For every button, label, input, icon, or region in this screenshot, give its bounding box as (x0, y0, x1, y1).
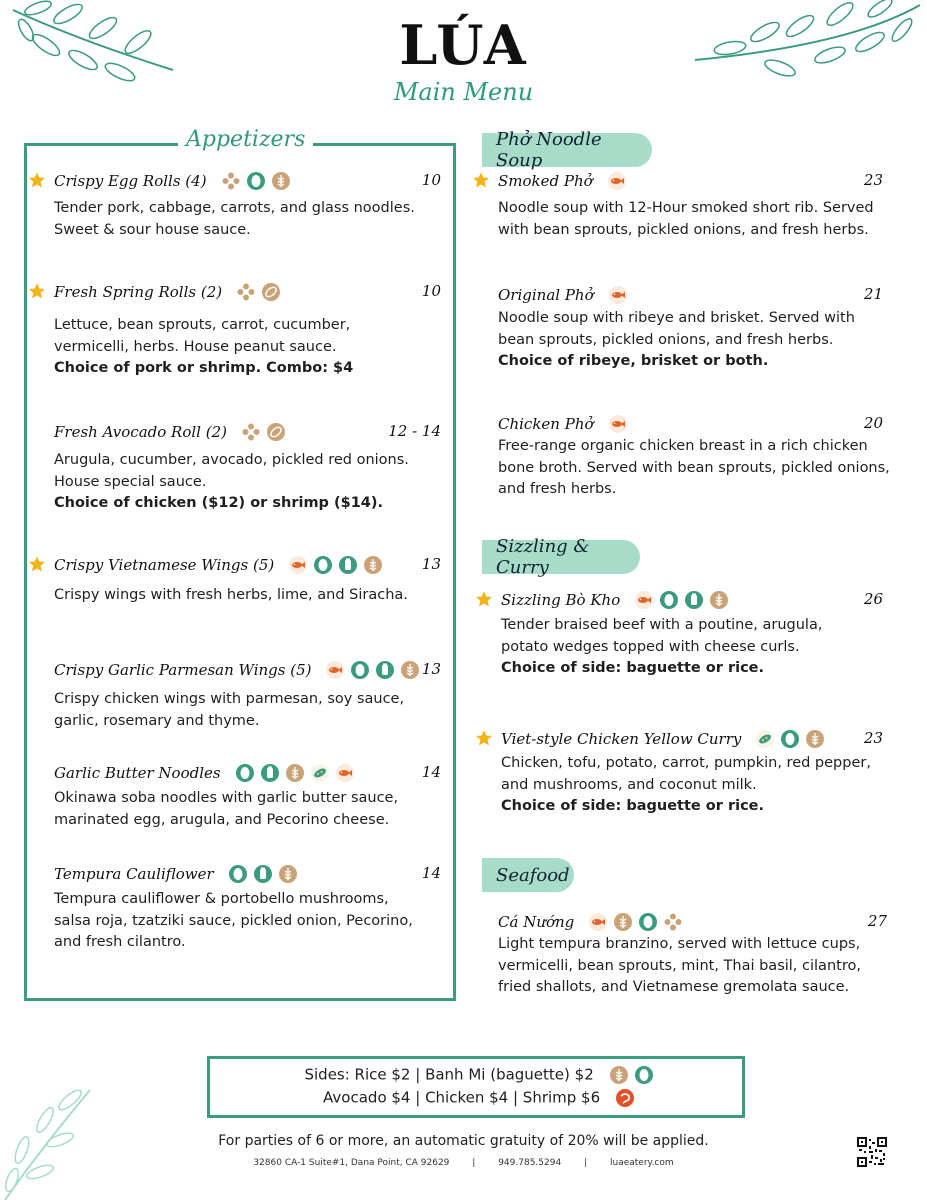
soy-icon (755, 729, 775, 749)
item-name: Sizzling Bò Kho (501, 591, 621, 609)
dairy-icon (260, 763, 280, 783)
item-description-text: Noodle soup with 12-Hour smoked short rib. Served with bean sprouts, pickled onions, and fresh herbs. (498, 200, 874, 238)
item-description (54, 585, 424, 607)
dietary-icons (221, 171, 291, 191)
item-header (498, 414, 628, 434)
separator: | (472, 1158, 476, 1168)
egg-icon (638, 912, 658, 932)
item-description (54, 315, 424, 380)
star-icon (28, 171, 46, 189)
item-price: 14 (421, 864, 441, 882)
gluten-icon (613, 912, 633, 932)
item-price: 14 (421, 763, 441, 781)
item-header (54, 763, 355, 783)
item-name: Viet-style Chicken Yellow Curry (501, 730, 742, 748)
item-choice-note: Choice of pork or shrimp. Combo: $4 (54, 360, 354, 376)
fish-icon (288, 555, 308, 575)
item-description-text: Tender braised beef with a poutine, arugula, potato wedges topped with cheese curls. (501, 617, 823, 655)
item-description-text: Free-range organic chicken breast in a rich chicken bone broth. Served with bean sprouts, pickled onions, and fresh herbs. (498, 438, 890, 497)
item-price: 26 (863, 590, 883, 608)
gluten-icon (278, 864, 298, 884)
item-description (498, 436, 890, 501)
dietary-icons (755, 729, 825, 749)
soy-icon (310, 763, 330, 783)
item-header (54, 282, 281, 302)
fish-icon (325, 660, 345, 680)
item-description (498, 308, 890, 373)
item-header (498, 912, 683, 932)
item-header (54, 864, 298, 884)
fish-icon (607, 171, 627, 191)
item-name: Crispy Vietnamese Wings (5) (54, 556, 275, 574)
item-price: 21 (863, 285, 883, 303)
fish-icon (608, 285, 628, 305)
website-link[interactable]: luaeatery.com (609, 1158, 674, 1168)
star-icon (475, 729, 493, 747)
item-description-text: Light tempura branzino, served with lettuce cups, vermicelli, bean sprouts, mint, Thai basil, cilantro, fried shallots, and Vietnamese gremolata sauce. (498, 936, 861, 995)
item-description-text: Noodle soup with ribeye and brisket. Served with bean sprouts, pickled onions, and fresh herbs. (498, 310, 855, 348)
phone-text[interactable]: 949.785.5294 (498, 1158, 562, 1168)
dietary-icons (607, 171, 627, 191)
item-description-text: Arugula, cucumber, avocado, pickled red onions. House special sauce. (54, 452, 409, 490)
item-choice-note: Choice of chicken ($12) or shrimp ($14). (54, 495, 384, 511)
egg-icon (313, 555, 333, 575)
egg-icon (228, 864, 248, 884)
item-name: Cá Nướng (498, 913, 575, 931)
sides-text-2: Avocado $4 | Chicken $4 | Shrimp $6 (323, 1088, 601, 1107)
gluten-icon (285, 763, 305, 783)
item-header (501, 590, 729, 610)
item-description (54, 889, 424, 954)
brand-header (0, 14, 927, 106)
item-price: 27 (867, 912, 887, 930)
item-header (54, 422, 286, 442)
section-title-pho: Phở Noodle Soup (482, 133, 652, 167)
sides-icons-1 (609, 1065, 654, 1085)
dietary-icons (608, 285, 628, 305)
sides-icons-2 (615, 1088, 635, 1108)
dietary-icons (228, 864, 298, 884)
qr-code-icon[interactable] (857, 1137, 887, 1167)
peanut-icon (266, 422, 286, 442)
dietary-icons (235, 763, 355, 783)
nut-icon (236, 282, 256, 302)
dietary-icons (588, 912, 683, 932)
peanut-icon (261, 282, 281, 302)
egg-icon (634, 1065, 654, 1085)
egg-icon (780, 729, 800, 749)
item-name: Fresh Avocado Roll (2) (54, 423, 227, 441)
item-price: 10 (421, 282, 441, 300)
star-icon (28, 555, 46, 573)
fish-icon (588, 912, 608, 932)
item-name: Crispy Garlic Parmesan Wings (5) (54, 661, 312, 679)
dairy-icon (338, 555, 358, 575)
dietary-icons (236, 282, 281, 302)
item-header (501, 729, 825, 749)
star-icon (472, 171, 490, 189)
dairy-icon (375, 660, 395, 680)
item-name: Fresh Spring Rolls (2) (54, 283, 223, 301)
fish-icon (634, 590, 654, 610)
star-icon (475, 590, 493, 608)
section-title-appetizers: Appetizers (178, 127, 313, 152)
item-description (54, 450, 424, 515)
sides-line-1 (210, 1065, 748, 1085)
dietary-icons (325, 660, 420, 680)
dietary-icons (608, 414, 628, 434)
item-name: Chicken Phở (498, 415, 594, 433)
item-price: 13 (421, 555, 441, 573)
item-header (498, 171, 627, 191)
fish-icon (335, 763, 355, 783)
item-choice-note: Choice of side: baguette or rice. (501, 798, 765, 814)
item-description (498, 934, 888, 999)
gluten-icon (609, 1065, 629, 1085)
item-name: Garlic Butter Noodles (54, 764, 221, 782)
dietary-icons (288, 555, 383, 575)
egg-icon (246, 171, 266, 191)
section-title-seafood: Seafood (482, 858, 574, 892)
item-description-text: Okinawa soba noodles with garlic butter sauce, marinated egg, arugula, and Pecorino cheese. (54, 790, 399, 828)
dietary-icons (241, 422, 286, 442)
item-header (498, 285, 628, 305)
separator: | (584, 1158, 588, 1168)
gluten-icon (363, 555, 383, 575)
item-price: 13 (421, 660, 441, 678)
item-price: 12 - 14 (388, 422, 441, 440)
item-description-text: Tempura cauliflower & portobello mushrooms, salsa roja, tzatziki sauce, pickled onion, Pecorino, and fresh cilantro. (54, 891, 413, 950)
sides-panel (207, 1056, 745, 1118)
item-price: 23 (863, 729, 883, 747)
item-description (54, 689, 424, 732)
item-price: 23 (863, 171, 883, 189)
item-choice-note: Choice of side: baguette or rice. (501, 660, 765, 676)
section-title-sizzling-curry: Sizzling & Curry (482, 540, 640, 574)
menu-title: Main Menu (393, 78, 534, 106)
sides-text-1: Sides: Rice $2 | Banh Mi (baguette) $2 (304, 1065, 594, 1084)
item-description (498, 198, 890, 241)
item-header (54, 171, 291, 191)
item-description-text: Crispy wings with fresh herbs, lime, and Siracha. (54, 587, 408, 603)
item-description-text: Chicken, tofu, potato, carrot, pumpkin, red pepper, and mushrooms, and coconut milk. (501, 755, 871, 793)
nut-icon (241, 422, 261, 442)
sides-line-2 (210, 1088, 748, 1108)
item-name: Original Phở (498, 286, 594, 304)
item-description-text: Tender pork, cabbage, carrots, and glass noodles. Sweet & sour house sauce. (54, 200, 415, 238)
nut-icon (663, 912, 683, 932)
item-description (54, 198, 424, 241)
fish-icon (608, 414, 628, 434)
egg-icon (350, 660, 370, 680)
contact-info (0, 1158, 927, 1168)
gluten-icon (271, 171, 291, 191)
item-name: Crispy Egg Rolls (4) (54, 172, 207, 190)
item-description (501, 753, 871, 818)
gluten-icon (805, 729, 825, 749)
gluten-icon (400, 660, 420, 680)
egg-icon (235, 763, 255, 783)
address-text: 32860 CA-1 Suite#1, Dana Point, CA 92629 (253, 1158, 450, 1168)
item-description-text: Crispy chicken wings with parmesan, soy sauce, garlic, rosemary and thyme. (54, 691, 405, 729)
item-choice-note: Choice of ribeye, brisket or both. (498, 353, 769, 369)
shrimp-icon (615, 1088, 635, 1108)
gratuity-note: For parties of 6 or more, an automatic gratuity of 20% will be applied. (218, 1133, 709, 1149)
item-description (54, 788, 424, 831)
item-name: Tempura Cauliflower (54, 865, 214, 883)
dairy-icon (684, 590, 704, 610)
item-price: 10 (421, 171, 441, 189)
star-icon (28, 282, 46, 300)
gluten-icon (709, 590, 729, 610)
item-price: 20 (863, 414, 883, 432)
dairy-icon (253, 864, 273, 884)
egg-icon (659, 590, 679, 610)
item-description-text: Lettuce, bean sprouts, carrot, cucumber, vermicelli, herbs. House peanut sauce. (54, 317, 351, 355)
item-description (501, 615, 871, 680)
nut-icon (221, 171, 241, 191)
item-header (54, 555, 383, 575)
dietary-icons (634, 590, 729, 610)
item-header (54, 660, 420, 680)
brand-logo: LÚA (399, 13, 528, 77)
item-name: Smoked Phở (498, 172, 593, 190)
